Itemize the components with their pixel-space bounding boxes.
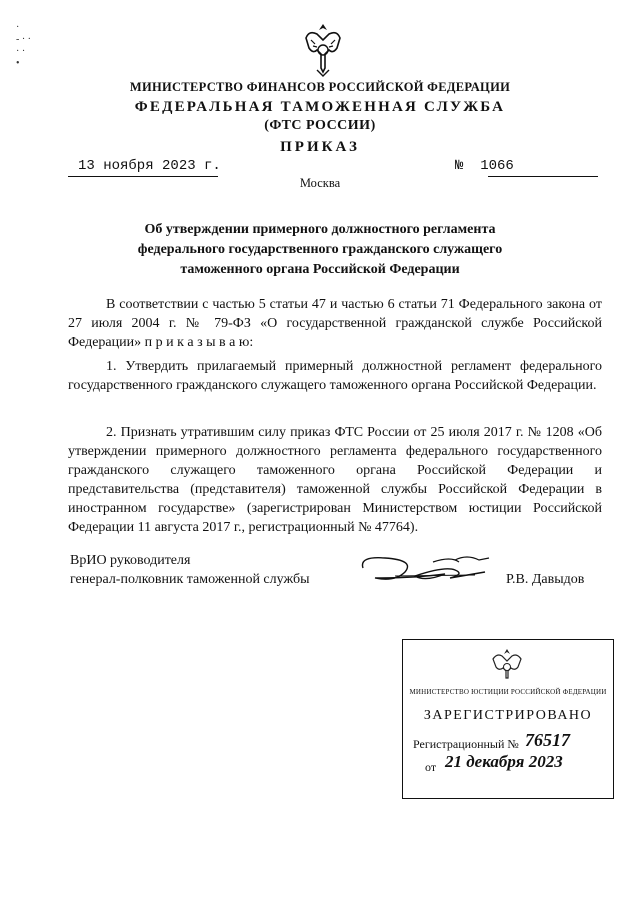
order-date: 13 ноября 2023 г. (78, 158, 221, 174)
number-value: 1066 (480, 158, 514, 174)
signatory-position: ВрИО руководителя (70, 553, 191, 568)
city: Москва (299, 176, 341, 190)
number-label: № (455, 158, 464, 174)
service-heading: ФЕДЕРАЛЬНАЯ ТАМОЖЕННАЯ СЛУЖБА (134, 99, 506, 115)
document-title (0, 220, 640, 280)
stamp-ministry: МИНИСТЕРСТВО ЮСТИЦИИ РОССИЙСКОЙ ФЕДЕРАЦИИ (409, 688, 607, 696)
signatory-name: Р.В. Давыдов (506, 572, 585, 587)
stamp-date-label: от (425, 760, 437, 774)
stamp-date-value: 21 декабря 2023 (445, 752, 563, 771)
coat-of-arms-icon (303, 20, 343, 78)
ministry-heading: МИНИСТЕРСТВО ФИНАНСОВ РОССИЙСКОЙ ФЕДЕРАЦИИ (129, 80, 511, 94)
scan-marks: · - · · · · • (16, 22, 31, 69)
registration-stamp (402, 639, 614, 799)
title-line-1: Об утверждении примерного должностного регламента (144, 222, 496, 237)
paragraph-item-2: 2. Признать утратившим силу приказ ФТС России от 25 июля 2017 г. № 1208 «Об утверждении примерного должностного регламента федерального государственного гражданского служащего таможенного органа Российской Федерации и представительства (представителя) таможенной службы Российской Федерации в иностранном государстве» (зарегистрирован Министерством юстиции Российской Федерации 11 августа 2017 г., регистрационный № 47764). (68, 425, 602, 535)
stamp-registered: ЗАРЕГИСТРИРОВАНО (423, 708, 593, 723)
signature-icon (355, 548, 495, 588)
signatory-rank: генерал-полковник таможенной службы (70, 572, 310, 587)
paragraph-preamble: В соответствии с частью 5 статьи 47 и частью 6 статьи 71 Федерального закона от 27 июля 2004 г. № 79-ФЗ «О государственной гражданской службе Российской Федерации» п р и к а з ы в а ю: (68, 297, 602, 350)
document-type: ПРИКАЗ (280, 139, 360, 155)
order-number (455, 158, 514, 174)
title-line-3: таможенного органа Российской Федерации (180, 262, 460, 277)
service-abbreviation: (ФТС РОССИИ) (264, 118, 376, 133)
stamp-registration-number: 76517 (525, 730, 570, 750)
stamp-emblem-icon (489, 646, 525, 682)
stamp-registration-label: Регистрационный № (413, 737, 519, 751)
paragraph-item-1: 1. Утвердить прилагаемый примерный должностной регламент федерального государственного гражданского служащего таможенного органа Российской Федерации. (68, 359, 602, 393)
title-line-2: федерального государственного гражданского служащего (137, 242, 503, 257)
